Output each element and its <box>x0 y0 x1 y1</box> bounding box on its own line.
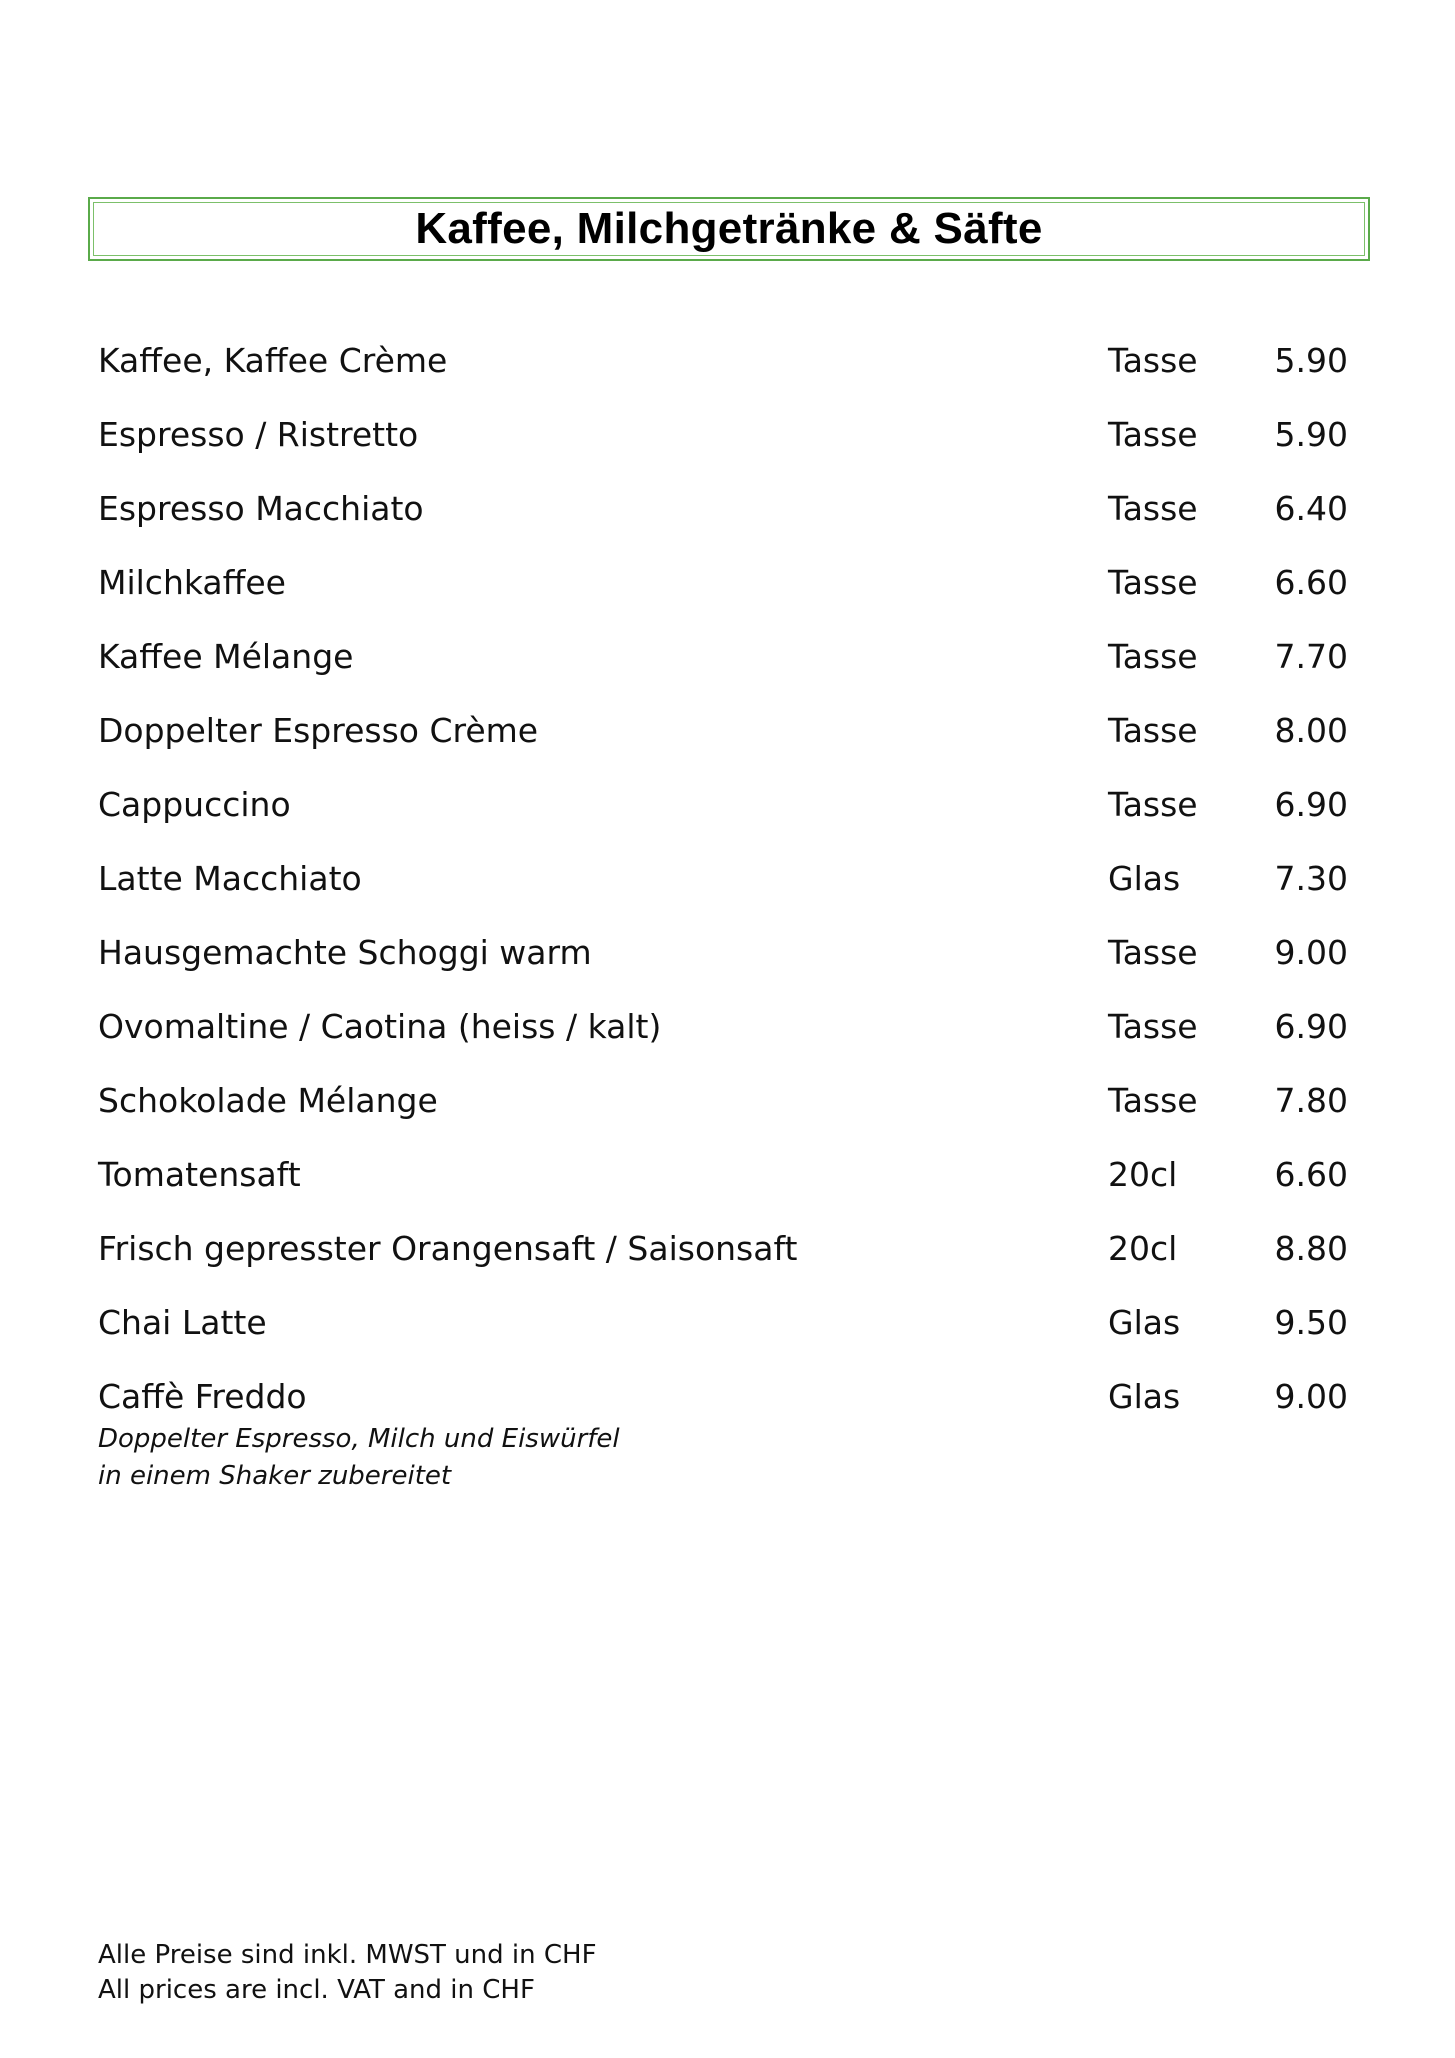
menu-item <box>98 1225 1348 1299</box>
item-unit: Tasse <box>1108 1007 1198 1046</box>
item-price: 9.00 <box>1274 933 1348 972</box>
menu-item <box>98 929 1348 1003</box>
menu-list <box>98 337 1348 1491</box>
item-price: 9.50 <box>1274 1303 1348 1342</box>
item-unit: Tasse <box>1108 1081 1198 1120</box>
menu-item <box>98 485 1348 559</box>
item-name: Frisch gepresster Orangensaft / Saisonsaft <box>98 1229 798 1268</box>
item-unit: Tasse <box>1108 785 1198 824</box>
menu-item <box>98 1151 1348 1225</box>
item-price: 6.60 <box>1274 563 1348 602</box>
item-unit: Tasse <box>1108 637 1198 676</box>
item-unit: Tasse <box>1108 933 1198 972</box>
item-name: Doppelter Espresso Crème <box>98 711 539 750</box>
title-box <box>88 197 1370 261</box>
item-name: Kaffee Mélange <box>98 637 354 676</box>
item-name: Chai Latte <box>98 1303 267 1342</box>
item-unit: Tasse <box>1108 341 1198 380</box>
menu-item <box>98 411 1348 485</box>
item-description-line: in einem Shaker zubereitet <box>98 1461 452 1491</box>
page-title: Kaffee, Milchgetränke & Säfte <box>415 204 1043 253</box>
item-price: 7.70 <box>1274 637 1348 676</box>
menu-item <box>98 855 1348 929</box>
item-name: Cappuccino <box>98 785 291 824</box>
item-price: 6.40 <box>1274 489 1348 528</box>
menu-item <box>98 559 1348 633</box>
item-description-line: Doppelter Espresso, Milch und Eiswürfel <box>98 1424 620 1454</box>
menu-item <box>98 707 1348 781</box>
menu-item <box>98 633 1348 707</box>
item-unit: Glas <box>1108 1377 1181 1416</box>
item-name: Kaffee, Kaffee Crème <box>98 341 448 380</box>
price-note-en: All prices are incl. VAT and in CHF <box>98 1975 535 2005</box>
item-unit: 20cl <box>1108 1155 1178 1194</box>
item-name: Hausgemachte Schoggi warm <box>98 933 592 972</box>
item-name: Schokolade Mélange <box>98 1081 438 1120</box>
item-name: Milchkaffee <box>98 563 286 602</box>
item-price: 8.80 <box>1274 1229 1348 1268</box>
item-name: Ovomaltine / Caotina (heiss / kalt) <box>98 1007 662 1046</box>
item-price: 6.90 <box>1274 1007 1348 1046</box>
item-description <box>98 1421 620 1495</box>
item-unit: Tasse <box>1108 415 1198 454</box>
item-unit: Tasse <box>1108 489 1198 528</box>
menu-item <box>98 1077 1348 1151</box>
item-unit: Tasse <box>1108 563 1198 602</box>
item-unit: Glas <box>1108 1303 1181 1342</box>
price-note <box>98 1938 597 2008</box>
item-price: 6.90 <box>1274 785 1348 824</box>
item-name: Espresso Macchiato <box>98 489 424 528</box>
item-name: Caffè Freddo <box>98 1377 307 1416</box>
item-name: Latte Macchiato <box>98 859 362 898</box>
menu-item <box>98 781 1348 855</box>
item-price: 7.30 <box>1274 859 1348 898</box>
menu-item <box>98 1299 1348 1373</box>
item-price: 6.60 <box>1274 1155 1348 1194</box>
menu-item <box>98 1373 1348 1491</box>
item-name: Tomatensaft <box>98 1155 301 1194</box>
menu-item <box>98 1003 1348 1077</box>
item-name: Espresso / Ristretto <box>98 415 419 454</box>
item-unit: Tasse <box>1108 711 1198 750</box>
item-unit: 20cl <box>1108 1229 1178 1268</box>
item-price: 8.00 <box>1274 711 1348 750</box>
menu-item <box>98 337 1348 411</box>
item-price: 5.90 <box>1274 341 1348 380</box>
item-price: 7.80 <box>1274 1081 1348 1120</box>
item-price: 5.90 <box>1274 415 1348 454</box>
item-price: 9.00 <box>1274 1377 1348 1416</box>
item-unit: Glas <box>1108 859 1181 898</box>
price-note-de: Alle Preise sind inkl. MWST und in CHF <box>98 1940 597 1970</box>
